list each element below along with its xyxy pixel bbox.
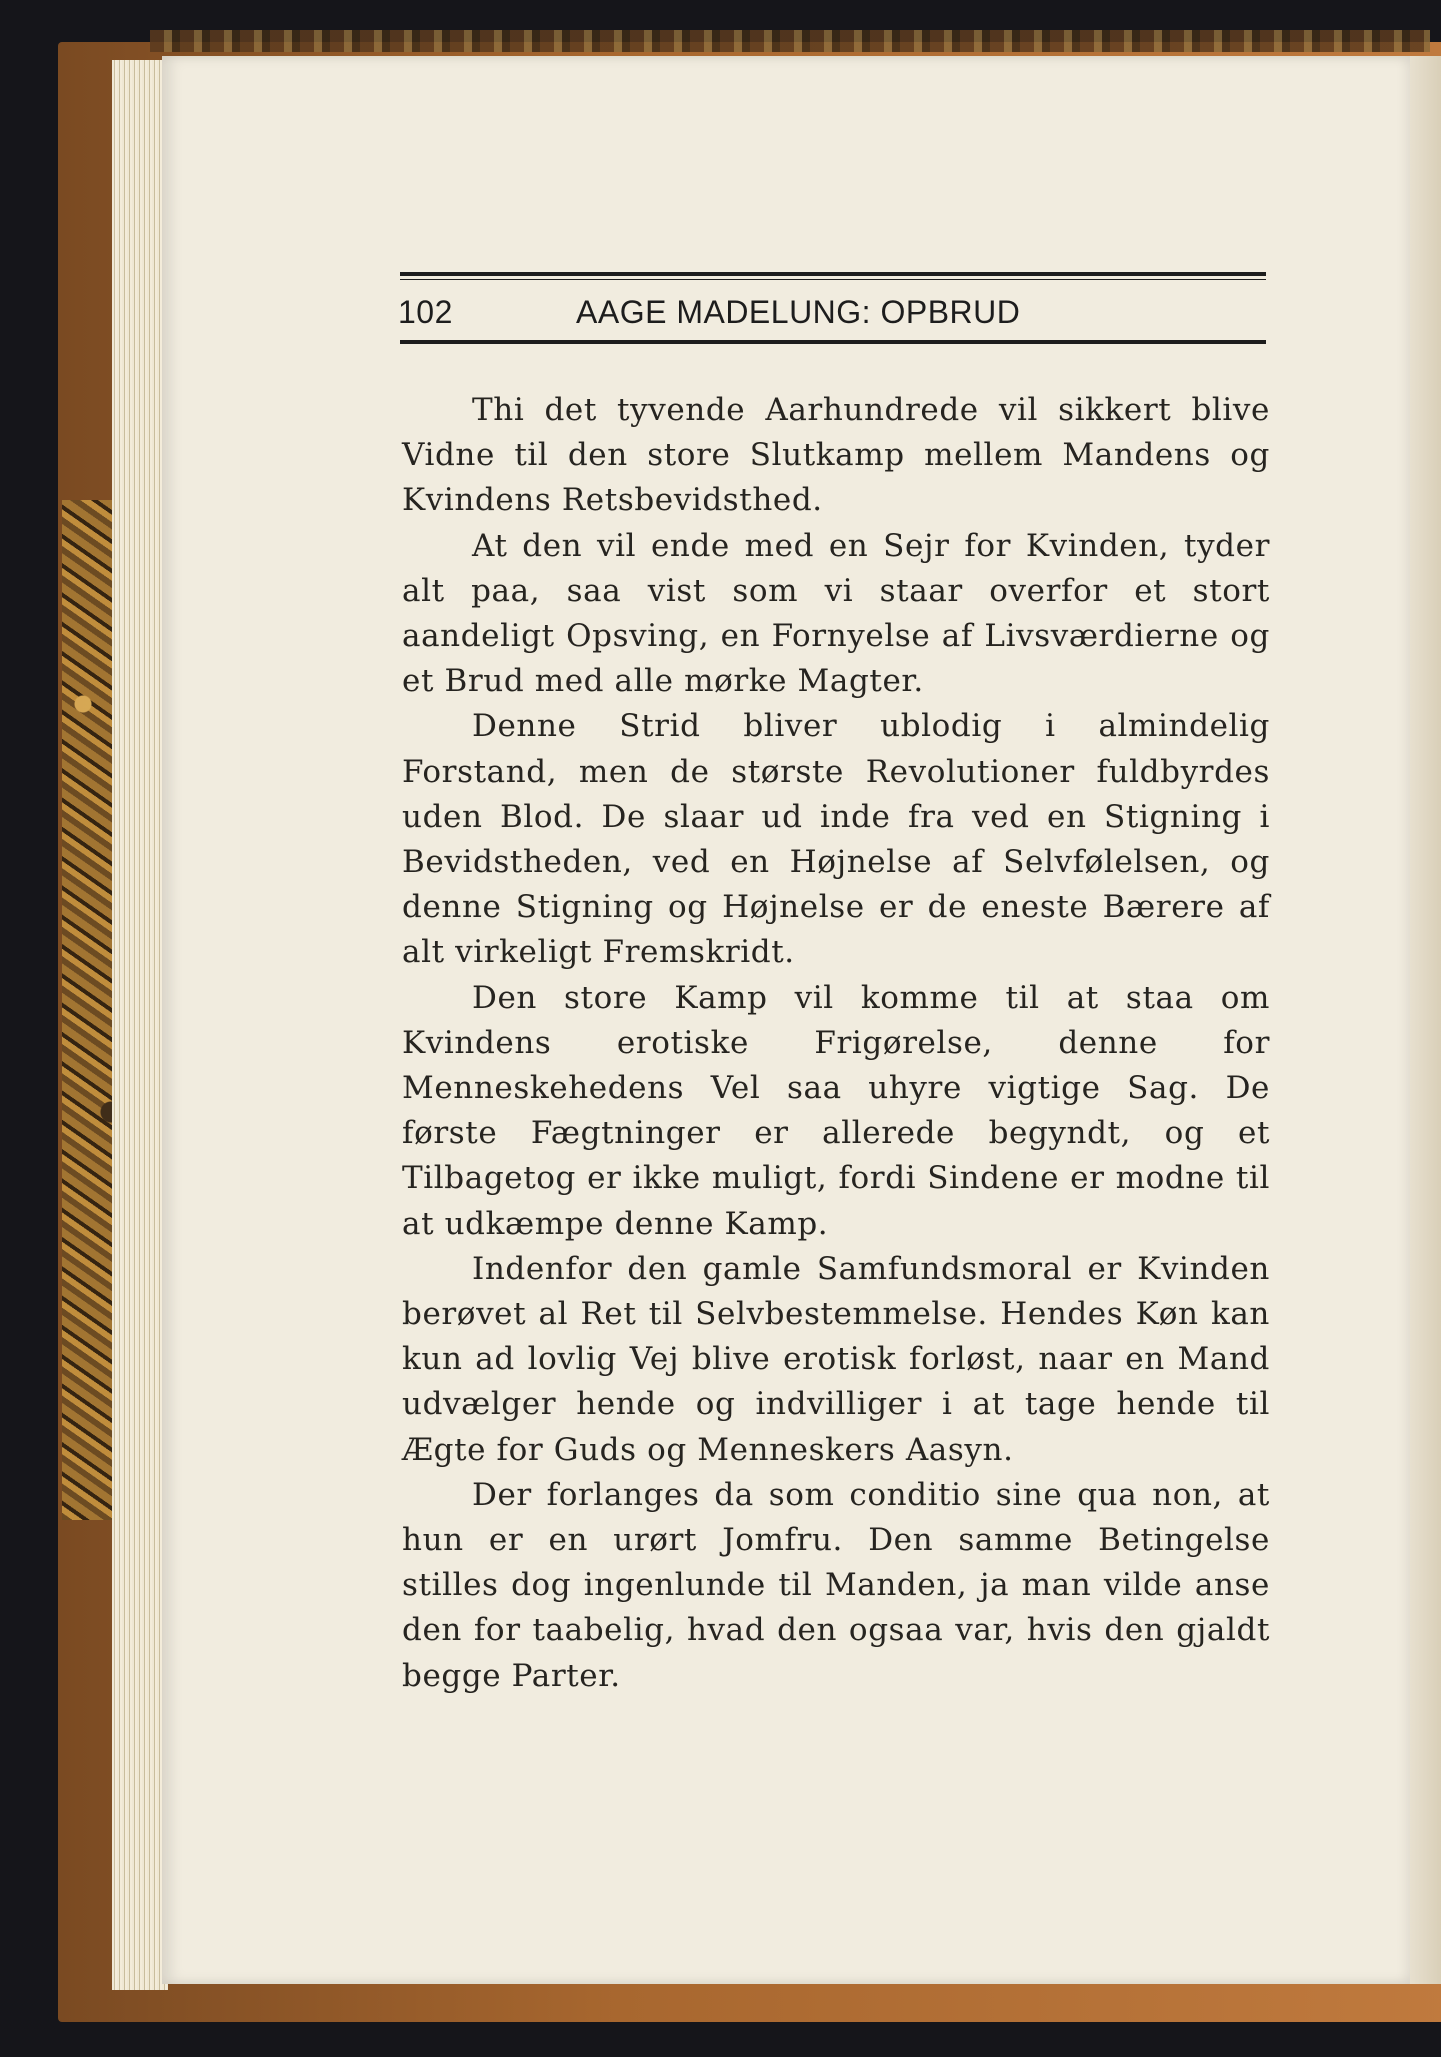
body-text bbox=[402, 388, 1270, 1699]
paragraph: Den store Kamp vil komme til at staa om Kvindens erotiske Frigørelse, denne for Menneskehedens Vel saa uhyre vigtige Sag. De første Fægtninger er allerede begyndt, og et Tilbagetog er ikke muligt, fordi Sindene er modne til at udkæmpe denne Kamp. bbox=[402, 979, 1270, 1242]
paragraph: Thi det tyvende Aarhundrede vil sikkert blive Vidne til den store Slutkamp mellem Mandens og Kvindens Retsbevidsthed. bbox=[402, 392, 1270, 519]
paragraph: At den vil ende med en Sejr for Kvinden, tyder alt paa, saa vist som vi staar overfor et stort aandeligt Opsving, en Fornyelse af Livsværdierne og et Brud med alle mørke Magter. bbox=[402, 527, 1270, 700]
facing-page-edge bbox=[1410, 56, 1441, 1984]
running-title: AAGE MADELUNG: OPBRUD bbox=[576, 294, 1021, 330]
page-number: 102 bbox=[398, 294, 453, 330]
paragraph: Indenfor den gamle Samfundsmoral er Kvinden berøvet al Ret til Selvbestemmelse. Hendes Køn kan kun ad lovlig Vej blive erotisk forløst, naar en Mand udvælger hende og indvilliger i at tage hende til Ægte for Guds og Menneskers Aasyn. bbox=[402, 1250, 1270, 1468]
paragraph: Denne Strid bliver ublodig i almindelig Forstand, men de største Revolutioner fuldbyrdes uden Blod. De slaar ud inde fra ved en Stigning i Bevidstheden, ved en Højnelse af Selvfølelsen, og denne Stigning og Højnelse er de eneste Bærere af alt virkeligt Fremskridt. bbox=[402, 708, 1270, 971]
marbled-top-edge bbox=[150, 30, 1430, 52]
running-header bbox=[398, 294, 1268, 334]
paragraph: Der forlanges da som conditio sine qua non, at hun er en urørt Jomfru. Den samme Betingelse stilles dog ingenlunde til Manden, ja man vilde anse den for taabelig, hvad den ogsaa var, hvis den gjaldt begge Parter. bbox=[402, 1476, 1270, 1694]
header-rule-bottom bbox=[400, 340, 1266, 344]
page-edges bbox=[112, 60, 168, 1990]
header-rule-top bbox=[400, 272, 1266, 280]
